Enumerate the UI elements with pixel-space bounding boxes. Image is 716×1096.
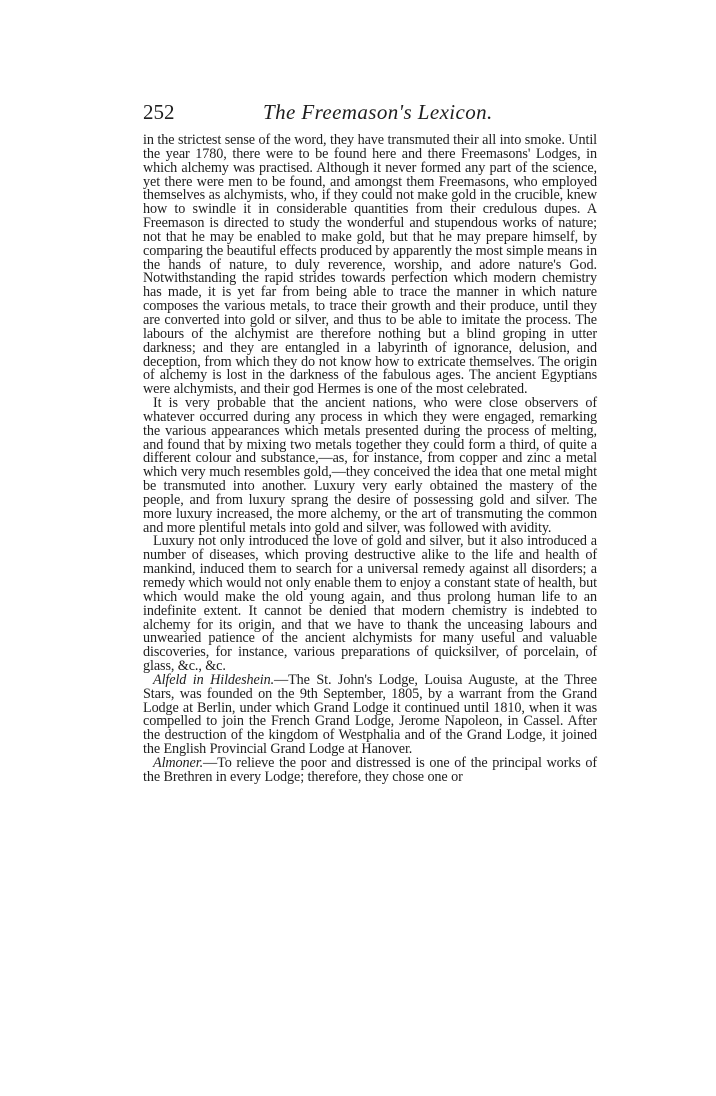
entry-alfeld: [143, 671, 597, 758]
body-text: [143, 134, 597, 785]
entry-almoner: [143, 754, 597, 785]
running-title: The Freemason's Lexicon.: [263, 100, 493, 124]
page-number: 252: [143, 100, 175, 124]
paragraph-text: in the strictest sense of the word, they have transmuted their all into smoke. Until the year 1780, there were to be found here and there Freemasons' Lodges, in which alchemy was practised. Although it never formed any part of the science, yet there were men to be found, and amongst them Freemasons, who employed themselves as alchymists, who, if they could not make gold in the crucible, knew how to swindle it in considerable quantities from their credulous dupes. A Freemason is directed to study the wonderful and stupendous works of nature; not that he may be enabled to make gold, but that he may prepare himself, by comparing the beautiful effects produced by apparently the most simple means in the hands of nature, to duly reverence, worship, and adore nature's God. Notwithstanding the rapid strides towards perfection which modern chemistry has made, it is yet far from being able to trace the manner in which nature composes the various metals, to trace their growth and their produce, until they are converted into gold or silver, and thus to be able to imitate the process. The labours of the alchymist are therefore nothing but a blind groping in utter darkness; and they are entangled in a labyrinth of ignorance, delusion, and deception, from which they do not know how to extricate themselves. The origin of alchemy is lost in the darkness of the fabulous ages. The ancient Egyptians were alchymists, and their god Hermes is one of the most celebrated.: [143, 132, 597, 398]
paragraph-text: Luxury not only introduced the love of gold and silver, but it also introduced a number of diseases, which proving destructive alike to the life and health of mankind, induced them to search for a universal remedy against all disorders; a remedy which would not only enable them to enjoy a constant state of health, but which would make the old young again, and thus prolong human life to an indefinite extent. It cannot be denied that modern chemistry is indebted to alchemy for its origin, and that we have to thank the unceasing labours and unwearied patience of the ancient alchymists for many useful and valuable discoveries, for instance, various preparations of quicksilver, of porcelain, of glass, &c., &c.: [143, 533, 597, 675]
entry-text: —The St. John's Lodge, Louisa Auguste, at the Three Stars, was founded on the 9th September, 1805, by a warrant from the Grand Lodge at Berlin, under which Grand Lodge it continued until 1810, when it was compelled to join the French Grand Lodge, Jerome Napoleon, in Cassel. After the destruction of the kingdom of Westphalia and of the Grand Lodge, it joined the English Provincial Grand Lodge at Hanover.: [143, 671, 597, 758]
paragraph-text: It is very probable that the ancient nations, who were close observers of whatever occurred during any process in which they were engaged, remarking the various appearances which metals presented during the process of melting, and found that by mixing two metals together they could form a third, of quite a different colour and substance,—as, for instance, from copper and zinc a metal which very much resembles gold,—they conceived the idea that one metal might be transmuted into another. Luxury very early obtained the mastery of the people, and from luxury sprang the desire of possessing gold and silver. The more luxury increased, the more alchemy, or the art of transmuting the common and more plentiful metals into gold and silver, was followed with avidity.: [143, 395, 597, 536]
paragraph-alchemy-continued: [143, 134, 597, 397]
entry-text: —To relieve the poor and distressed is one of the principal works of the Brethren in every Lodge; therefore, they chose one or: [143, 754, 597, 785]
entry-heading: Alfeld in Hildeshein.: [153, 671, 275, 688]
paragraph-luxury: [143, 535, 597, 673]
paragraph-ancient-nations: [143, 397, 597, 535]
entry-heading: Almoner.: [153, 754, 204, 771]
page-header: [143, 100, 597, 126]
